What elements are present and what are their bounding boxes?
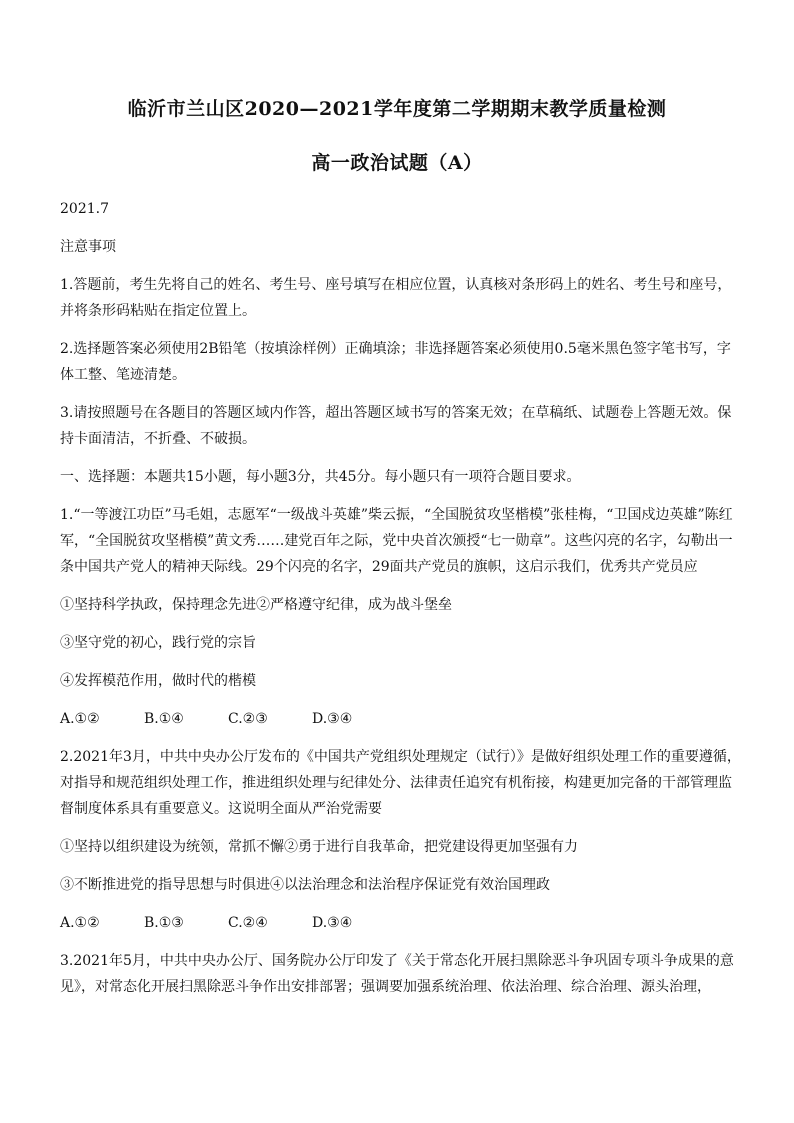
- answer-option: D.③④: [312, 711, 353, 727]
- question-stem: 1.“一等渡江功臣”马毛姐，志愿军“一级战斗英雄”柴云振，“全国脱贫攻坚楷模”张桂梅，“卫国戍边英雄”陈红军，“全国脱贫攻坚楷模”黄文秀……建党百年之际，党中央首次颁授“七一勋章”。这些闪亮的名字，勾勒出一条中国共产党人的精神天际线。29个闪亮的名字，29面共产党员的旗帜，这启示我们，优秀共产党员应: [60, 507, 733, 575]
- notice-item: 2.选择题答案必须使用2B铅笔（按填涂样例）正确填涂；非选择题答案必须使用0.5毫米黑色签字笔书写，字体工整、笔迹清楚。: [60, 341, 731, 383]
- answer-options: [60, 706, 742, 732]
- answer-option: A.①②: [60, 711, 100, 727]
- notice-item: 3.请按照题号在各题目的答题区域内作答，超出答题区域书写的答案无效；在草稿纸、试题卷上答题无效。保持卡面清洁，不折叠、不破损。: [60, 405, 732, 447]
- answer-option: C.②④: [228, 915, 268, 931]
- answer-option: C.②③: [228, 711, 268, 727]
- question-statement: ①坚持科学执政，保持理念先进②严格遵守纪律，成为战斗堡垒: [60, 597, 452, 613]
- question-statement: ③坚守党的初心，践行党的宗旨: [60, 635, 256, 651]
- document-body: [60, 196, 742, 1012]
- question-stem: 3.2021年5月，中共中央办公厅、国务院办公厅印发了《关于常态化开展扫黑除恶斗争巩固专项斗争成果的意见》，对常态化开展扫黑除恶斗争作出安排部署；强调要加强系统治理、依法治理、综合治理、源头治理，: [60, 953, 734, 995]
- question-stem: 2.2021年3月，中共中央办公厅发布的《中国共产党组织处理规定（试行）》是做好组织处理工作的重要遵循，对指导和规范组织处理工作，推进组织处理与纪律处分、法律责任追究有机衔接，构建更加完备的干部管理监督制度体系具有重要意义。这说明全面从严治党需要: [60, 749, 741, 817]
- notice-item: 1.答题前，考生先将自己的姓名、考生号、座号填写在相应位置，认真核对条形码上的姓名、考生号和座号，并将条形码粘贴在指定位置上。: [60, 277, 732, 319]
- answer-options: [60, 910, 742, 936]
- page-title: 临沂市兰山区2020—2021学年度第二学期期末教学质量检测: [127, 98, 667, 120]
- exam-date: 2021.7: [60, 201, 109, 217]
- answer-option: A.①②: [60, 915, 100, 931]
- answer-option: B.①③: [144, 915, 184, 931]
- page-subtitle: 高一政治试题（A）: [311, 152, 483, 174]
- question-statement: ③不断推进党的指导思想与时俱进④以法治理念和法治程序保证党有效治国理政: [60, 877, 550, 893]
- notice-heading: 注意事项: [60, 239, 116, 255]
- answer-option: D.③④: [312, 915, 353, 931]
- section-heading: 一、选择题：本题共15小题，每小题3分，共45分。每小题只有一项符合题目要求。: [60, 469, 581, 485]
- question-statement: ①坚持以组织建设为统领，常抓不懈②勇于进行自我革命，把党建设得更加坚强有力: [60, 839, 578, 855]
- answer-option: B.①④: [144, 711, 184, 727]
- question-statement: ④发挥模范作用，做时代的楷模: [60, 673, 256, 689]
